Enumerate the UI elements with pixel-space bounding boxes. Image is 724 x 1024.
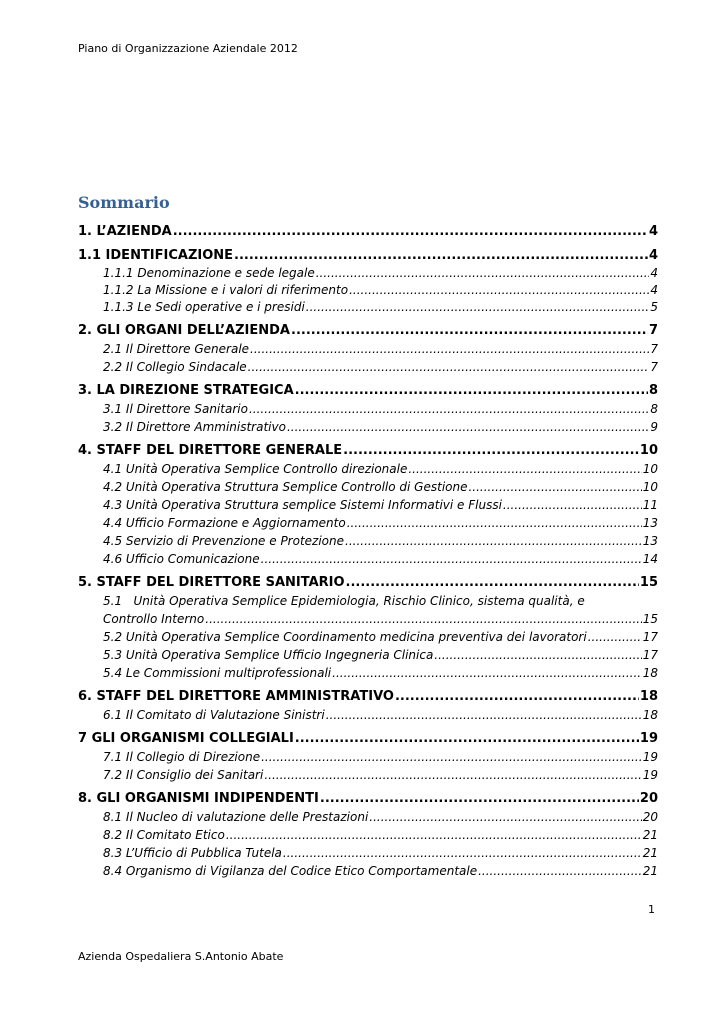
toc-leader-dots — [248, 358, 650, 376]
toc-page-number: 11 — [642, 498, 658, 512]
toc-leader-dots — [408, 460, 641, 478]
toc-leader-dots — [468, 478, 641, 496]
toc-entry-label: 6.1 Il Comitato di Valutazione Sinistri — [103, 708, 325, 722]
toc-page-number: 14 — [642, 552, 658, 566]
toc-page-number: 13 — [642, 516, 658, 530]
toc-entry-section-5[interactable] — [78, 574, 658, 592]
toc-page-number: 17 — [642, 648, 658, 662]
toc-entry-section-3-2[interactable] — [78, 418, 658, 436]
running-header: Piano di Organizzazione Aziendale 2012 — [78, 42, 298, 55]
toc-entry-label: 4.3 Unità Operativa Struttura semplice Sistemi Informativi e Flussi — [103, 498, 502, 512]
toc-page-number: 7 — [650, 342, 658, 356]
toc-page-number: 18 — [639, 689, 658, 704]
toc-entry-section-8-2[interactable] — [78, 826, 658, 844]
toc-leader-dots — [291, 322, 648, 340]
toc-entry-section-6-1[interactable] — [78, 706, 658, 724]
toc-page-number: 4 — [648, 248, 658, 263]
toc-entry-label: 4.6 Ufficio Comunicazione — [103, 552, 260, 566]
toc-page-number: 19 — [639, 731, 658, 746]
toc-leader-dots — [234, 247, 648, 265]
toc-page-number: 20 — [639, 791, 658, 806]
toc-page-number: 10 — [639, 443, 658, 458]
toc-leader-dots — [343, 442, 639, 460]
toc-entry-label: 2.1 Il Direttore Generale — [103, 342, 250, 356]
toc-entry-section-5-2[interactable] — [78, 628, 658, 646]
toc-entry-section-8-4[interactable] — [78, 862, 658, 880]
toc-entry-label: 5. STAFF DEL DIRETTORE SANITARIO — [78, 575, 345, 590]
toc-page-number: 15 — [639, 575, 658, 590]
toc-entry-label: 8.4 Organismo di Vigilanza del Codice Etico Comportamentale — [103, 864, 478, 878]
toc-entry-section-3-1[interactable] — [78, 400, 658, 418]
toc-entry-section-2-1[interactable] — [78, 340, 658, 358]
table-of-contents — [78, 222, 658, 880]
toc-page-number: 13 — [642, 534, 658, 548]
toc-page-number: 10 — [642, 480, 658, 494]
toc-page-number: 18 — [642, 708, 658, 722]
toc-entry-section-4-6[interactable] — [78, 550, 658, 568]
page-number: 1 — [648, 903, 655, 916]
toc-entry-section-4-5[interactable] — [78, 532, 658, 550]
toc-page-number: 19 — [642, 768, 658, 782]
toc-leader-dots — [346, 574, 639, 592]
toc-entry-label: 7.1 Il Collegio di Direzione — [103, 750, 261, 764]
toc-page-number: 21 — [642, 828, 658, 842]
toc-entry-section-7[interactable] — [78, 730, 658, 748]
toc-entry-section-4[interactable] — [78, 442, 658, 460]
toc-leader-dots — [283, 844, 642, 862]
toc-leader-dots — [349, 282, 649, 299]
toc-page-number: 19 — [642, 750, 658, 764]
toc-page-number: 5 — [650, 300, 658, 314]
toc-entry-label: 1.1 IDENTIFICAZIONE — [78, 248, 234, 263]
toc-entry-label: 1. L’AZIENDA — [78, 224, 172, 239]
toc-leader-dots — [316, 265, 650, 282]
toc-page-number: 8 — [650, 402, 658, 416]
toc-entry-label: 5.1 Unità Operativa Semplice Epidemiologia, Rischio Clinico, sistema qualità, e — [103, 594, 585, 608]
toc-leader-dots — [205, 610, 641, 628]
toc-entry-label: 3.2 Il Direttore Amministrativo — [103, 420, 286, 434]
toc-entry-label: 3. LA DIREZIONE STRATEGICA — [78, 383, 294, 398]
toc-entry-section-8-3[interactable] — [78, 844, 658, 862]
toc-entry-section-7-1[interactable] — [78, 748, 658, 766]
toc-leader-dots — [320, 790, 639, 808]
toc-entry-label: 1.1.2 La Missione e i valori di riferimento — [103, 283, 349, 297]
toc-entry-section-2[interactable] — [78, 322, 658, 340]
toc-entry-section-6[interactable] — [78, 688, 658, 706]
toc-entry-section-1-1[interactable] — [78, 247, 658, 265]
toc-leader-dots — [264, 766, 641, 784]
toc-entry-section-4-4[interactable] — [78, 514, 658, 532]
toc-leader-dots — [395, 688, 639, 706]
toc-leader-dots — [326, 706, 642, 724]
toc-entry-section-8-1[interactable] — [78, 808, 658, 826]
toc-entry-label: 7 GLI ORGANISMI COLLEGIALI — [78, 731, 294, 746]
toc-page-number: 7 — [648, 323, 658, 338]
toc-page-number: 4 — [650, 266, 658, 280]
toc-leader-dots — [369, 808, 641, 826]
toc-leader-dots — [345, 532, 642, 550]
toc-leader-dots — [261, 550, 642, 568]
toc-page-number: 4 — [648, 224, 658, 239]
toc-page-number: 18 — [642, 666, 658, 680]
toc-leader-dots — [332, 664, 642, 682]
toc-entry-section-4-2[interactable] — [78, 478, 658, 496]
toc-entry-section-2-2[interactable] — [78, 358, 658, 376]
running-footer: Azienda Ospedaliera S.Antonio Abate — [78, 950, 284, 963]
toc-leader-dots — [347, 514, 642, 532]
toc-entry-label: Controllo Interno — [103, 612, 205, 626]
toc-leader-dots — [250, 340, 649, 358]
toc-leader-dots — [261, 748, 642, 766]
toc-page-number: 21 — [642, 864, 658, 878]
toc-page-number: 8 — [648, 383, 658, 398]
toc-page-number: 4 — [650, 283, 658, 297]
toc-entry-section-3[interactable] — [78, 382, 658, 400]
toc-leader-dots — [226, 826, 642, 844]
toc-entry-label: 6. STAFF DEL DIRETTORE AMMINISTRATIVO — [78, 689, 394, 704]
toc-leader-dots — [588, 628, 642, 646]
toc-entry-label: 7.2 Il Consiglio dei Sanitari — [103, 768, 264, 782]
toc-entry-section-1-1-2[interactable] — [78, 282, 658, 299]
toc-leader-dots — [503, 496, 642, 514]
toc-page-number: 17 — [642, 630, 658, 644]
toc-entry-label: 3.1 Il Direttore Sanitario — [103, 402, 248, 416]
toc-page-number: 10 — [642, 462, 658, 476]
toc-leader-dots — [287, 418, 649, 436]
toc-entry-section-5-1-line2[interactable] — [78, 610, 658, 628]
toc-page-number: 7 — [650, 360, 658, 374]
toc-entry-section-8[interactable] — [78, 790, 658, 808]
toc-leader-dots — [306, 299, 650, 316]
toc-leader-dots — [173, 223, 648, 241]
toc-entry-label: 2.2 Il Collegio Sindacale — [103, 360, 247, 374]
toc-entry-section-5-4[interactable] — [78, 664, 658, 682]
toc-leader-dots — [295, 730, 639, 748]
toc-entry-label: 5.2 Unità Operativa Semplice Coordinamento medicina preventiva dei lavoratori — [103, 630, 587, 644]
toc-entry-label: 5.4 Le Commissioni multiprofessionali — [103, 666, 332, 680]
toc-title: Sommario — [78, 193, 170, 212]
toc-entry-label: 8.1 Il Nucleo di valutazione delle Prestazioni — [103, 810, 369, 824]
toc-entry-section-5-3[interactable] — [78, 646, 658, 664]
toc-entry-label: 4.4 Ufficio Formazione e Aggiornamento — [103, 516, 346, 530]
toc-entry-label: 5.3 Unità Operativa Semplice Ufficio Ingegneria Clinica — [103, 648, 434, 662]
toc-entry-label: 1.1.1 Denominazione e sede legale — [103, 266, 315, 280]
toc-entry-label: 4.5 Servizio di Prevenzione e Protezione — [103, 534, 345, 548]
toc-entry-section-1-1-1[interactable] — [78, 265, 658, 282]
toc-leader-dots — [478, 862, 642, 880]
toc-entry-label: 4.1 Unità Operativa Semplice Controllo direzionale — [103, 462, 408, 476]
toc-entry-section-1-1-3[interactable] — [78, 299, 658, 316]
toc-page-number: 20 — [642, 810, 658, 824]
toc-entry-label: 8.2 Il Comitato Etico — [103, 828, 225, 842]
toc-entry-section-4-3[interactable] — [78, 496, 658, 514]
toc-entry-section-5-1-line1[interactable] — [78, 592, 658, 610]
toc-leader-dots — [434, 646, 641, 664]
toc-leader-dots — [295, 382, 648, 400]
toc-entry-label: 8. GLI ORGANISMI INDIPENDENTI — [78, 791, 319, 806]
toc-entry-section-1[interactable] — [78, 223, 658, 241]
toc-page-number: 15 — [642, 612, 658, 626]
toc-entry-label: 8.3 L’Ufficio di Pubblica Tutela — [103, 846, 282, 860]
toc-entry-section-7-2[interactable] — [78, 766, 658, 784]
toc-page-number: 21 — [642, 846, 658, 860]
toc-entry-label: 1.1.3 Le Sedi operative e i presidi — [103, 300, 305, 314]
toc-entry-section-4-1[interactable] — [78, 460, 658, 478]
toc-page-number: 9 — [650, 420, 658, 434]
toc-leader-dots — [249, 400, 649, 418]
toc-entry-label: 2. GLI ORGANI DELL’AZIENDA — [78, 323, 290, 338]
toc-entry-label: 4.2 Unità Operativa Struttura Semplice Controllo di Gestione — [103, 480, 468, 494]
toc-entry-label: 4. STAFF DEL DIRETTORE GENERALE — [78, 443, 343, 458]
